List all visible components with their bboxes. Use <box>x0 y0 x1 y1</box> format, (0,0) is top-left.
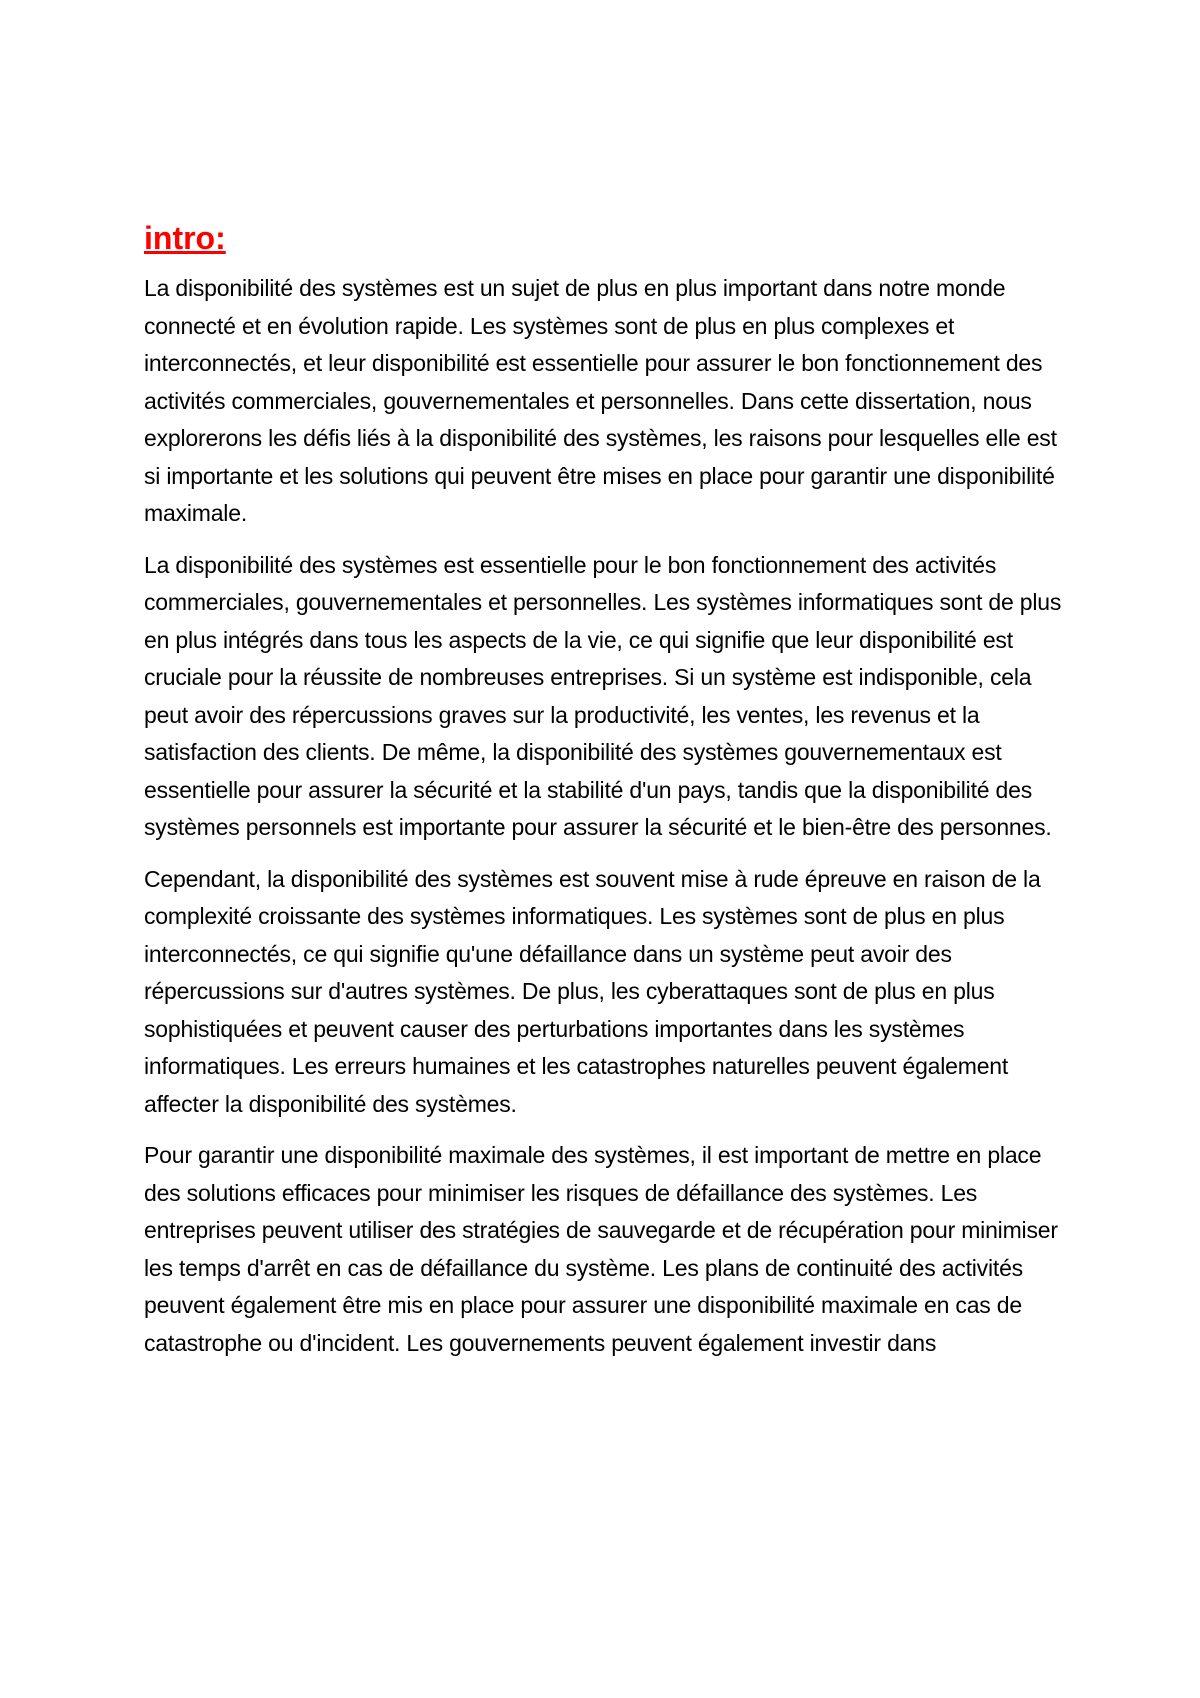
document-body <box>144 218 1064 1376</box>
paragraph-1: La disponibilité des systèmes est un sujet de plus en plus important dans notre monde connecté et en évolution rapide. Les systèmes sont de plus en plus complexes et interconnectés, et leur disponibilité est essentielle pour assurer le bon fonctionnement des activités commerciales, gouvernementales et personnelles. Dans cette dissertation, nous explorerons les défis liés à la disponibilité des systèmes, les raisons pour lesquelles elle est si importante et les solutions qui peuvent être mises en place pour garantir une disponibilité maximale. <box>144 275 1057 526</box>
paragraph-4: Pour garantir une disponibilité maximale des systèmes, il est important de mettre en place des solutions efficaces pour minimiser les risques de défaillance des systèmes. Les entreprises peuvent utiliser des stratégies de sauvegarde et de récupération pour minimiser les temps d'arrêt en cas de défaillance du système. Les plans de continuité des activités peuvent également être mis en place pour assurer une disponibilité maximale en cas de catastrophe ou d'incident. Les gouvernements peuvent également investir dans <box>144 1142 1058 1356</box>
paragraph-2: La disponibilité des systèmes est essentielle pour le bon fonctionnement des activités commerciales, gouvernementales et personnelles. Les systèmes informatiques sont de plus en plus intégrés dans tous les aspects de la vie, ce qui signifie que leur disponibilité est cruciale pour la réussite de nombreuses entreprises. Si un système est indisponible, cela peut avoir des répercussions graves sur la productivité, les ventes, les revenus et la satisfaction des clients. De même, la disponibilité des systèmes gouvernementaux est essentielle pour assurer la sécurité et la stabilité d'un pays, tandis que la disponibilité des systèmes personnels est importante pour assurer la sécurité et le bien-être des personnes. <box>144 551 1062 840</box>
paragraph-3: Cependant, la disponibilité des systèmes est souvent mise à rude épreuve en raison de la complexité croissante des systèmes informatiques. Les systèmes sont de plus en plus interconnectés, ce qui signifie qu'une défaillance dans un système peut avoir des répercussions sur d'autres systèmes. De plus, les cyberattaques sont de plus en plus sophistiquées et peuvent causer des perturbations importantes dans les systèmes informatiques. Les erreurs humaines et les catastrophes naturelles peuvent également affecter la disponibilité des systèmes. <box>144 865 1041 1117</box>
section-heading: intro: <box>144 220 226 256</box>
